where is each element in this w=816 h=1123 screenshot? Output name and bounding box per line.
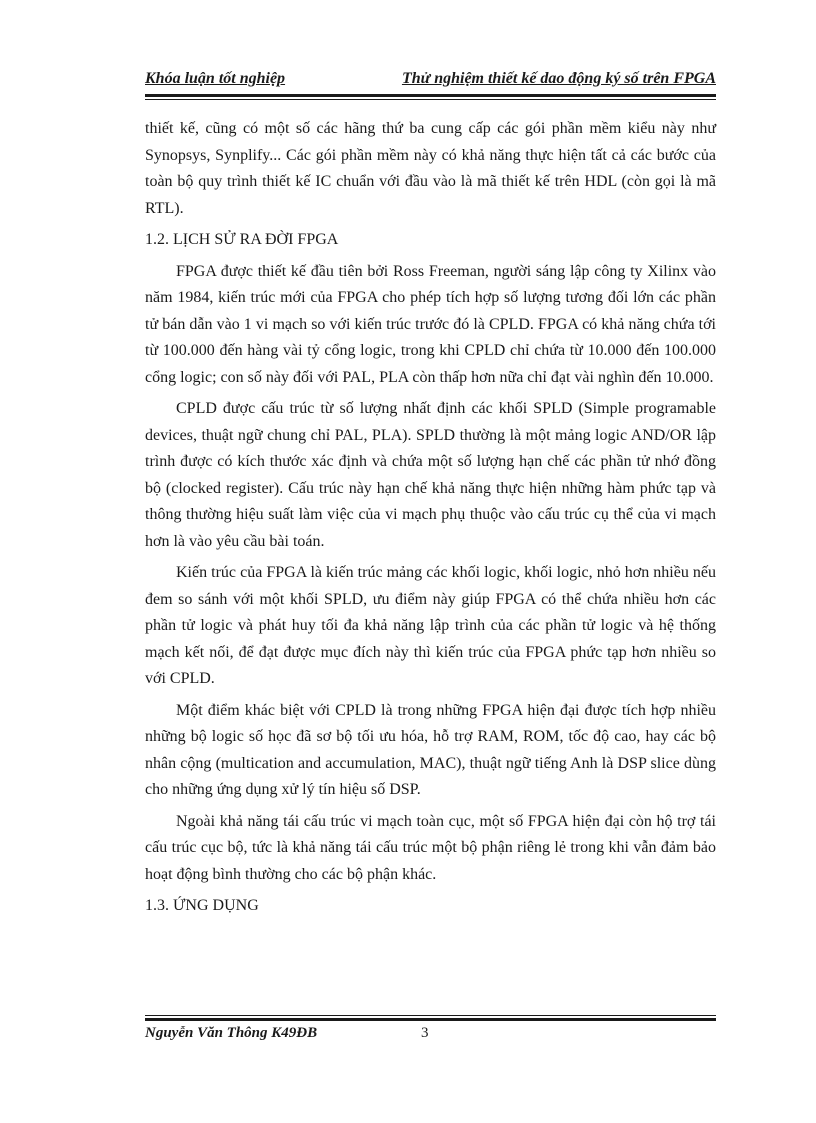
header-thesis-title: Thử nghiệm thiết kế dao động ký số trên FPGA [401, 70, 716, 87]
page-body [145, 116, 716, 925]
paragraph-fpga-origin: FPGA được thiết kế đầu tiên bởi Ross Freeman, người sáng lập công ty Xilinx vào năm 1984, kiến trúc mới của FPGA cho phép tích hợp số lượng tương đối lớn các phần tử bán dẫn vào 1 vi mạch so với kiến trúc trước đó là CPLD. FPGA có khả năng chứa tới từ 100.000 đến hàng vài tỷ cổng logic, trong khi CPLD chỉ chứa từ 10.000 đến 100.000 cổng logic; con số này đối với PAL, PLA còn thấp hơn nữa chỉ đạt vài nghìn đến 10.000. [145, 262, 716, 386]
page-number: 3 [421, 1025, 429, 1041]
section-heading-applications: 1.3. ỨNG DỤNG [145, 897, 259, 914]
footer-rule-thick [145, 1018, 716, 1021]
paragraph-cpld-structure: CPLD được cấu trúc từ số lượng nhất định các khối SPLD (Simple programable devices, thuật ngữ chung chỉ PAL, PLA). SPLD thường là một mảng logic AND/OR lập trình được có kích thước xác định và chứa một số lượng hạn chế các phần tử nhớ đồng bộ (clocked register). Cấu trúc này hạn chế khả năng thực hiện những hàm phức tạp và thông thường hiệu suất làm việc của vi mạch phụ thuộc vào cấu trúc cụ thể của vi mạch hơn là vào yêu cầu bài toán. [145, 400, 716, 550]
paragraph-dsp-slice: Một điểm khác biệt với CPLD là trong những FPGA hiện đại được tích hợp nhiều những bộ logic số học đã sơ bộ tối ưu hóa, hỗ trợ RAM, ROM, tốc độ cao, hay các bộ nhân cộng (multication and accumulation, MAC), thuật ngữ tiếng Anh là DSP slice dùng cho những ứng dụng xử lý tín hiệu số DSP. [145, 701, 716, 798]
footer-author: Nguyễn Văn Thông K49ĐB [145, 1025, 318, 1041]
paragraph-partial-reconfig: Ngoài khả năng tái cấu trúc vi mạch toàn cục, một số FPGA hiện đại còn hộ trợ tái cấu trúc cục bộ, tức là khả năng tái cấu trúc một bộ phận riêng lẻ trong khi vẫn đảm bảo hoạt động bình thường cho các bộ phận khác. [145, 812, 716, 883]
page-header [145, 70, 716, 92]
page-footer [145, 1025, 716, 1047]
header-rule-thin [145, 99, 716, 100]
header-rule-thick [145, 94, 716, 97]
section-heading-history: 1.2. LỊCH SỬ RA ĐỜI FPGA [145, 231, 339, 248]
paragraph-continued: thiết kế, cũng có một số các hãng thứ ba cung cấp các gói phần mềm kiểu này như Synopsys, Synplify... Các gói phần mềm này có khả năng thực hiện tất cả các bước của toàn bộ quy trình thiết kế IC chuẩn với đầu vào là mã thiết kế trên HDL (còn gọi là mã RTL). [145, 120, 716, 217]
footer-rule-thin [145, 1015, 716, 1016]
header-thesis-label: Khóa luận tốt nghiệp [145, 70, 286, 87]
paragraph-fpga-architecture: Kiến trúc của FPGA là kiến trúc mảng các khối logic, khối logic, nhỏ hơn nhiều nếu đem so sánh với một khối SPLD, ưu điểm này giúp FPGA có thể chứa nhiều hơn các phần tử logic và phát huy tối đa khả năng lập trình của các phần tử logic và hệ thống mạch kết nối, để đạt được mục đích này thì kiến trúc của FPGA phức tạp hơn nhiều so với CPLD. [145, 564, 716, 687]
